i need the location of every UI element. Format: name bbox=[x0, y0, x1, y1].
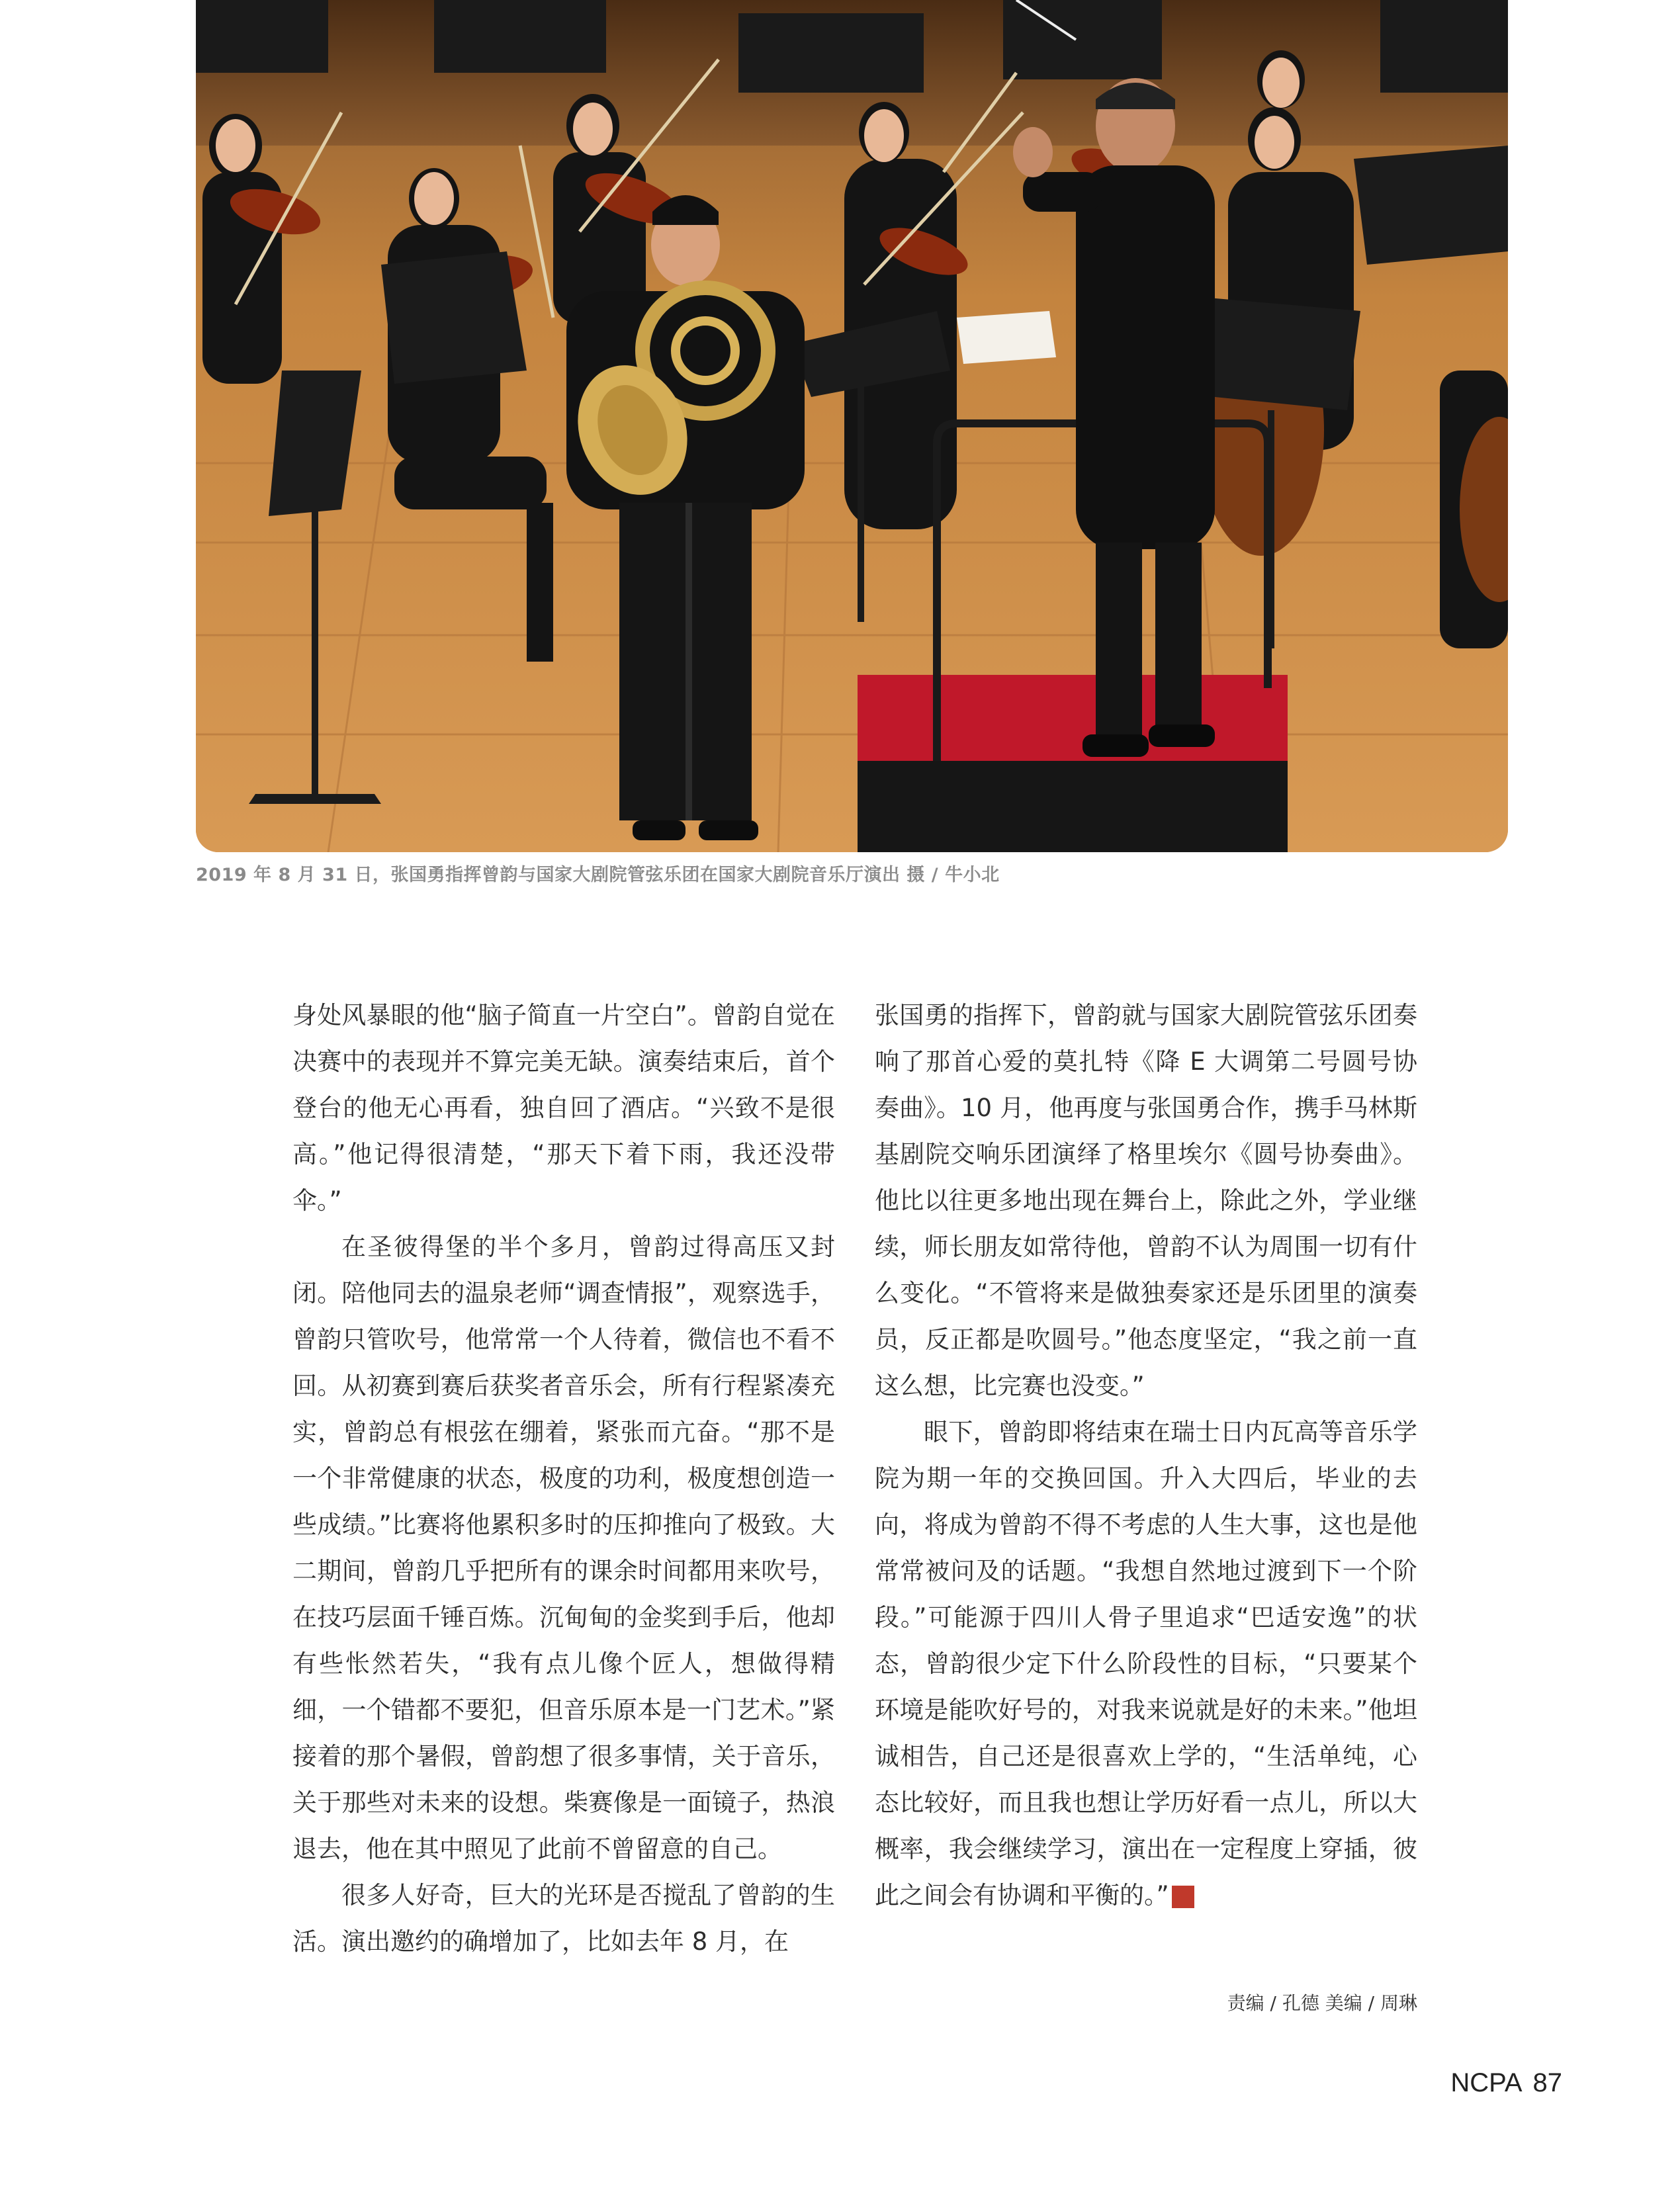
page-footer bbox=[1440, 2068, 1562, 2098]
paragraph-with-end-mark bbox=[875, 1409, 1417, 1919]
concert-photo-illustration bbox=[196, 0, 1508, 852]
concert-photo bbox=[196, 0, 1508, 852]
right-text-column bbox=[875, 992, 1417, 1919]
end-mark-logo: NCPA bbox=[1172, 1886, 1194, 1908]
left-text-column bbox=[292, 992, 835, 1965]
paragraph: 张国勇的指挥下，曾韵就与国家大剧院管弦乐团奏响了那首心爱的莫扎特《降 E 大调第二号圆号协奏曲》。10 月，他再度与张国勇合作，携手马林斯基剧院交响乐团演绎了格里埃尔《圆号协奏曲》。他比以往更多地出现在舞台上，除此之外，学业继续，师长朋友如常待他，曾韵不认为周围一切有什么变化。“不管将来是做独奏家还是乐团里的演奏员，反正都是吹圆号。”他态度坚定，“我之前一直这么想，比完赛也没变。” bbox=[875, 1001, 1417, 1400]
paragraph: 在圣彼得堡的半个多月，曾韵过得高压又封闭。陪他同去的温泉老师“调查情报”，观察选手，曾韵只管吹号，他常常一个人待着，微信也不看不回。从初赛到赛后获奖者音乐会，所有行程紧凑充实，曾韵总有根弦在绷着，紧张而亢奋。“那不是一个非常健康的状态，极度的功利，极度想创造一些成绩。”比赛将他累积多时的压抑推向了极致。大二期间，曾韵几乎把所有的课余时间都用来吹号，在技巧层面千锤百炼。沉甸甸的金奖到手后，他却有些怅然若失，“我有点儿像个匠人，想做得精细，一个错都不要犯，但音乐原本是一门艺术。”紧接着的那个暑假，曾韵想了很多事情，关于音乐，关于那些对未来的设想。柴赛像是一面镜子，热浪退去，他在其中照见了此前不曾留意的自己。 bbox=[292, 1233, 835, 1863]
paragraph: 身处风暴眼的他“脑子简直一片空白”。曾韵自觉在决赛中的表现并不算完美无缺。演奏结束后，首个登台的他无心再看，独自回了酒店。“兴致不是很高。”他记得很清楚，“那天下着下雨，我还没带伞。” bbox=[292, 1001, 835, 1215]
page-number: 87 bbox=[1532, 2068, 1562, 2097]
paragraph: 很多人好奇，巨大的光环是否搅乱了曾韵的生活。演出邀约的确增加了，比如去年 8 月，在 bbox=[292, 1881, 835, 1956]
photo-caption: 2019 年 8 月 31 日，张国勇指挥曾韵与国家大剧院管弦乐团在国家大剧院音乐厅演出 摄 / 牛小北 bbox=[196, 865, 1000, 885]
paragraph-text: 眼下，曾韵即将结束在瑞士日内瓦高等音乐学院为期一年的交换回国。升入大四后，毕业的去向，将成为曾韵不得不考虑的人生大事，这也是他常常被问及的话题。“我想自然地过渡到下一个阶段。”可能源于四川人骨子里追求“巴适安逸”的状态，曾韵很少定下什么阶段性的目标，“只要某个环境是能吹好号的，对我来说就是好的未来。”他坦诚相告，自己还是很喜欢上学的，“生活单纯，心态比较好，而且我也想让学历好看一点儿，所以大概率，我会继续学习，演出在一定程度上穿插，彼此之间会有协调和平衡的。” bbox=[875, 1418, 1417, 1909]
magazine-name: NCPA bbox=[1450, 2068, 1523, 2097]
editor-credits: 责编 / 孔德 美编 / 周琳 bbox=[1227, 1992, 1417, 2014]
